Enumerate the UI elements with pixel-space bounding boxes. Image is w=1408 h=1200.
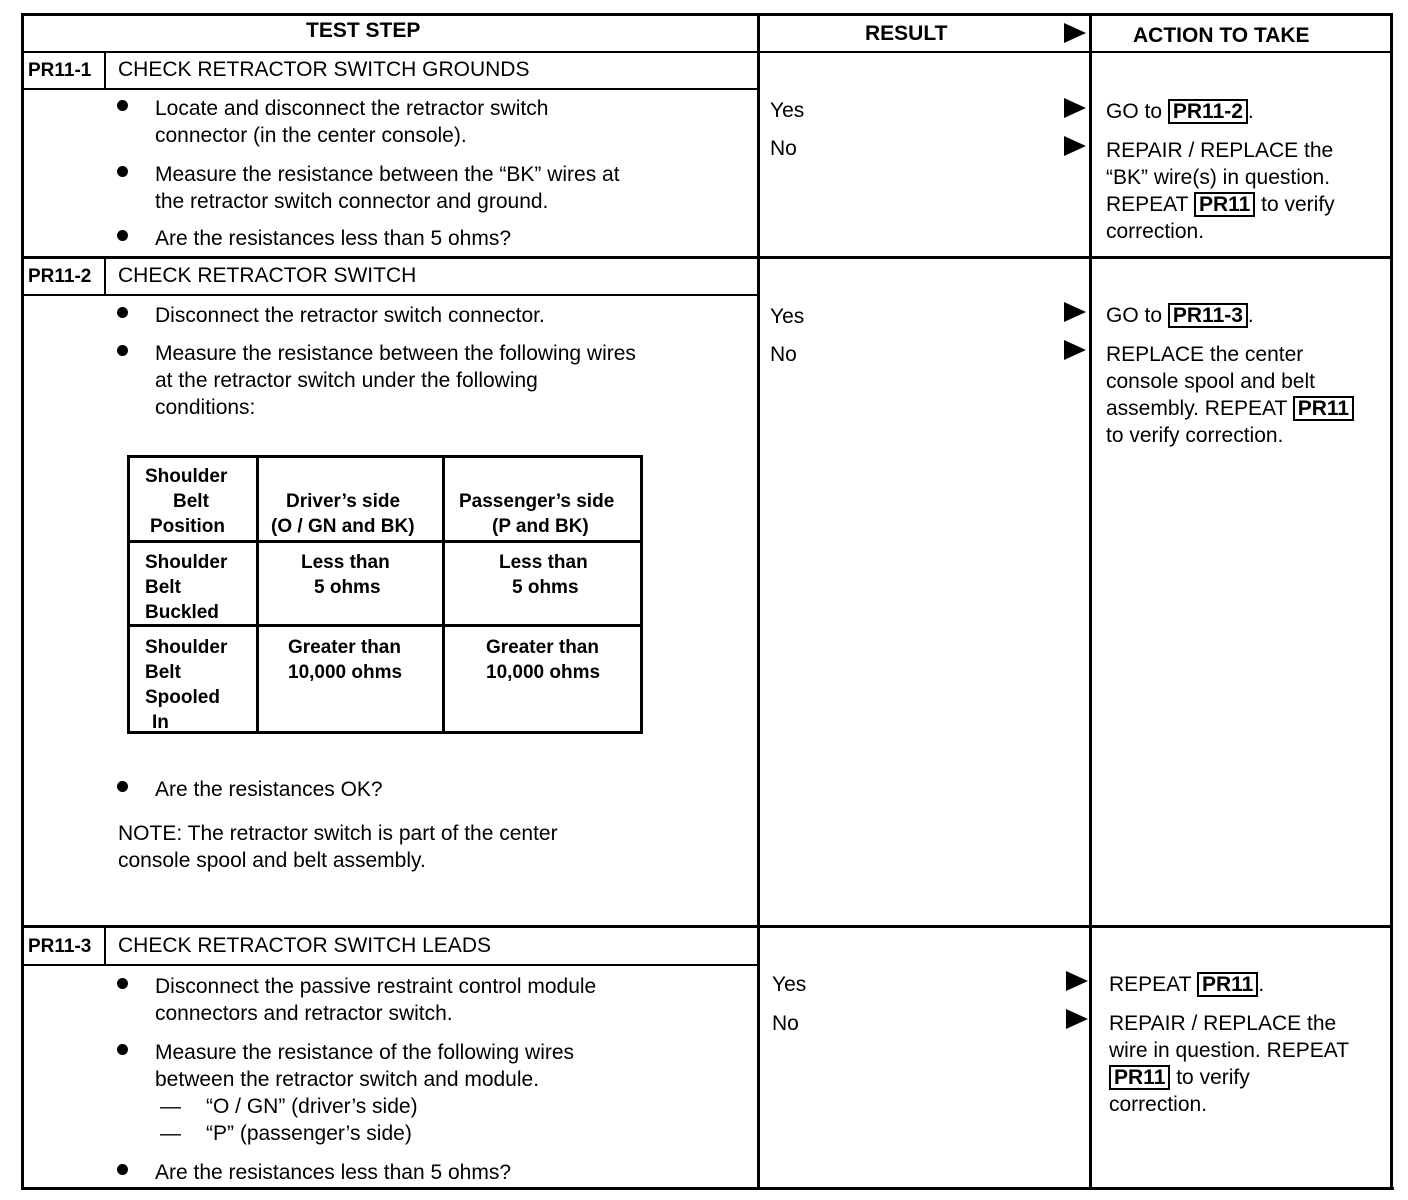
divider-action [1089,13,1092,1190]
pr11-3-action-no-line-1: REPAIR / REPLACE the [1109,1012,1337,1035]
pr11-3-sub-item-1: “O / GN” (driver’s side) [206,1095,418,1118]
pr11-2-action-no-line-1: REPLACE the center [1106,343,1304,366]
pr11-2-bullet-2-line-2: at the retractor switch under the following [155,369,538,392]
pr11-2-bullet-1: Disconnect the retractor switch connector. [155,304,545,327]
bullet-icon [117,307,128,318]
table-row1-label-line-3: Buckled [145,602,219,623]
step-reference: PR11 [1293,396,1354,421]
pr11-2-result-yes: Yes [770,305,805,328]
pr11-3-title: CHECK RETRACTOR SWITCH LEADS [118,934,491,957]
table-row1-passenger-line-2: 5 ohms [512,577,579,598]
bullet-icon [117,345,128,356]
table-row2-label-line-2: Belt [145,662,181,683]
action-text: REPEAT [1109,973,1192,996]
pr11-1-bullet-1-line-1: Locate and disconnect the retractor switch [155,97,549,120]
divider-result [757,13,760,1190]
table-row1-label-line-2: Belt [145,577,181,598]
table-row2-passenger-line-1: Greater than [486,637,599,658]
header-rule [21,51,1392,53]
action-text: . [1247,100,1254,123]
table-col-divider-2 [442,458,445,731]
action-text: GO to [1106,100,1163,123]
pr11-1-action-no-line-2: “BK” wire(s) in question. [1106,166,1331,189]
arrow-icon [1066,971,1088,991]
pr11-2-code-divider [104,257,106,296]
arrow-icon [1064,98,1086,118]
pr11-3-action-no-line-2: wire in question. REPEAT [1109,1039,1350,1062]
pr11-3-action-yes [1109,971,1264,998]
action-text: REPEAT [1106,193,1189,216]
pr11-1-bullet-2-line-1: Measure the resistance between the “BK” wires at [155,163,620,186]
arrow-icon [1064,136,1086,156]
table-col2-header-line-1: Driver’s side [286,491,401,512]
table-col-divider-1 [256,458,259,731]
header-action: ACTION TO TAKE [1133,24,1310,47]
header-result: RESULT [865,22,948,45]
bullet-icon [117,978,128,989]
pr11-3-bullet-1-line-1: Disconnect the passive restraint control module [155,975,597,998]
pr11-3-action-no-line-4: correction. [1109,1093,1208,1116]
table-row1-driver-line-2: 5 ohms [314,577,381,598]
pr11-1-bullet-3: Are the resistances less than 5 ohms? [155,227,512,250]
pr11-3-code: PR11-3 [28,936,92,957]
pr11-1-code-divider [104,51,106,90]
table-col3-header-line-1: Passenger’s side [459,491,615,512]
pr11-2-title: CHECK RETRACTOR SWITCH [118,264,417,287]
frame-top [21,13,1392,16]
table-col1-header-line-1: Shoulder [145,466,228,487]
table-row2-driver-line-1: Greater than [288,637,401,658]
step-reference: PR11 [1197,972,1258,997]
step-reference: PR11-2 [1168,99,1248,124]
header-arrow-icon [1064,23,1086,43]
bullet-icon [117,100,128,111]
pr11-3-bullet-2-line-1: Measure the resistance of the following wires [155,1041,575,1064]
header-test-step: TEST STEP [306,19,421,42]
pr11-2-bullet-2-line-3: conditions: [155,396,256,419]
action-text: assembly. REPEAT [1106,397,1287,420]
row-divider-2 [21,925,1392,928]
table-row1-passenger-line-1: Less than [499,552,588,573]
pr11-3-bullet-1-line-2: connectors and retractor switch. [155,1002,453,1025]
pr11-2-code: PR11-2 [28,266,92,287]
pr11-1-code: PR11-1 [28,60,92,81]
pr11-1-action-no-line-4: correction. [1106,220,1205,243]
row-divider-1 [21,256,1392,259]
bullet-icon [117,166,128,177]
pr11-3-bullet-2-line-2: between the retractor switch and module. [155,1068,540,1091]
arrow-icon [1064,340,1086,360]
pr11-1-action-no-line-3 [1106,191,1335,218]
step-reference: PR11 [1194,192,1255,217]
table-row2-passenger-line-2: 10,000 ohms [486,662,601,683]
action-text: to verify [1261,193,1335,216]
step-reference: PR11 [1109,1065,1170,1090]
frame-bottom [21,1187,1394,1190]
pr11-1-title-rule [21,88,759,90]
pr11-3-bullet-3: Are the resistances less than 5 ohms? [155,1161,512,1184]
table-row2-driver-line-2: 10,000 ohms [288,662,403,683]
resistance-table [127,455,643,734]
pr11-2-bullet-2-line-1: Measure the resistance between the following wires [155,342,636,365]
action-text: GO to [1106,304,1163,327]
pr11-3-result-no: No [772,1012,799,1035]
action-text: . [1258,973,1265,996]
pr11-1-result-yes: Yes [770,99,805,122]
pr11-1-bullet-2-line-2: the retractor switch connector and ground. [155,190,549,213]
action-text: to verify [1176,1066,1250,1089]
table-col1-header-line-3: Position [150,516,225,537]
dash-icon: — [160,1095,181,1118]
pr11-3-sub-item-2: “P” (passenger’s side) [206,1122,412,1145]
pr11-2-action-no-line-4: to verify correction. [1106,424,1284,447]
pr11-3-title-rule [21,964,759,966]
bullet-icon [117,230,128,241]
bullet-icon [117,1164,128,1175]
pr11-1-action-no-line-1: REPAIR / REPLACE the [1106,139,1334,162]
frame-right [1390,13,1393,1190]
pr11-2-bullet-3: Are the resistances OK? [155,778,383,801]
pr11-3-action-no-line-3 [1109,1064,1250,1091]
pr11-3-result-yes: Yes [772,973,807,996]
pr11-2-title-rule [21,294,759,296]
arrow-icon [1066,1009,1088,1029]
pr11-2-note-line-1: NOTE: The retractor switch is part of the center [118,822,558,845]
table-row1-label-line-1: Shoulder [145,552,228,573]
table-col3-header-line-2: (P and BK) [492,516,589,537]
pr11-2-action-yes [1106,302,1254,329]
pr11-2-note-line-2: console spool and belt assembly. [118,849,426,872]
table-row2-label-line-1: Shoulder [145,637,228,658]
pr11-1-title: CHECK RETRACTOR SWITCH GROUNDS [118,58,530,81]
pr11-2-action-no-line-3 [1106,395,1354,422]
arrow-icon [1064,302,1086,322]
frame-left [21,13,24,1190]
bullet-icon [117,1044,128,1055]
pr11-3-code-divider [104,926,106,966]
step-reference: PR11-3 [1168,303,1248,328]
table-col2-header-line-2: (O / GN and BK) [271,516,415,537]
pr11-2-action-no-line-2: console spool and belt [1106,370,1315,393]
dash-icon: — [160,1122,181,1145]
table-row2-label-line-3: Spooled [145,687,220,708]
table-col1-header-line-2: Belt [173,491,209,512]
action-text: . [1247,304,1254,327]
pr11-2-result-no: No [770,343,797,366]
pr11-1-action-yes [1106,98,1254,125]
table-row1-driver-line-1: Less than [301,552,390,573]
pr11-1-bullet-1-line-2: connector (in the center console). [155,124,467,147]
table-row2-label-line-4: In [152,712,169,733]
table-header-rule [130,540,640,543]
pr11-1-result-no: No [770,137,797,160]
bullet-icon [117,781,128,792]
